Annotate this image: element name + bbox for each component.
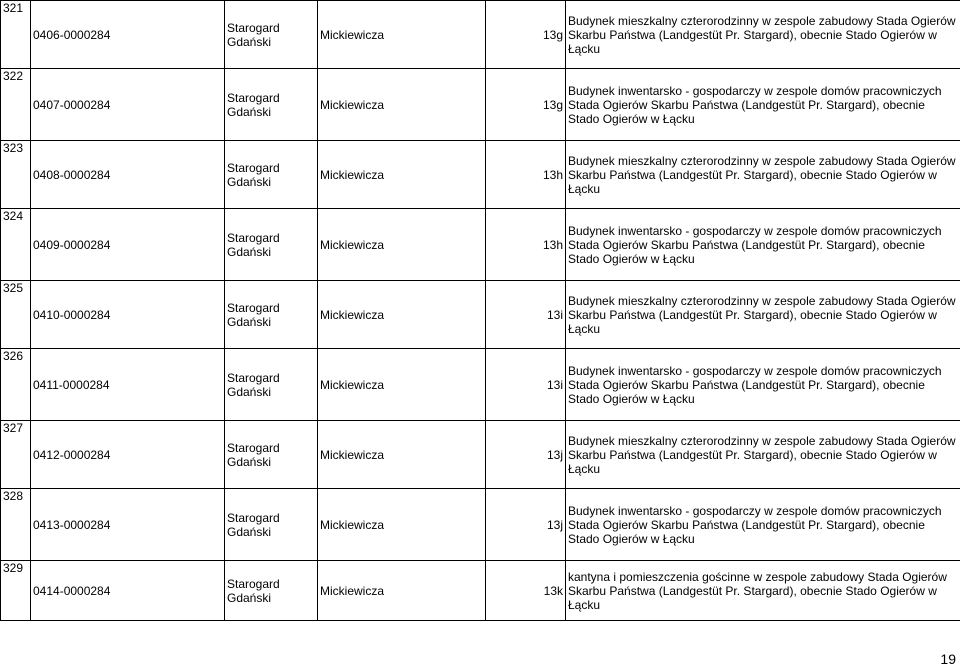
street-cell: Mickiewicza <box>318 349 486 421</box>
table-row <box>1 561 960 621</box>
city-cell: Starogard Gdański <box>225 349 318 421</box>
house-number-cell: 13h <box>486 209 566 281</box>
table-row <box>1 209 960 281</box>
street-cell: Mickiewicza <box>318 281 486 349</box>
house-number-cell: 13i <box>486 281 566 349</box>
register-id: 0406-0000284 <box>31 1 225 69</box>
register-id: 0412-0000284 <box>31 421 225 489</box>
description-cell: Budynek inwentarsko - gospodarczy w zespole domów pracowniczych Stada Ogierów Skarbu Państwa (Landgestüt Pr. Stargard), obecnie Stado Ogierów w Łącku <box>566 349 960 421</box>
register-id: 0409-0000284 <box>31 209 225 281</box>
city-cell: Starogard Gdański <box>225 1 318 69</box>
street-cell: Mickiewicza <box>318 1 486 69</box>
description-cell: Budynek inwentarsko - gospodarczy w zespole domów pracowniczych Stada Ogierów Skarbu Państwa (Landgestüt Pr. Stargard), obecnie Stado Ogierów w Łącku <box>566 209 960 281</box>
description-cell: Budynek inwentarsko - gospodarczy w zespole domów pracowniczych Stada Ogierów Skarbu Państwa (Landgestüt Pr. Stargard), obecnie Stado Ogierów w Łącku <box>566 489 960 561</box>
city-cell: Starogard Gdański <box>225 69 318 141</box>
register-id: 0413-0000284 <box>31 489 225 561</box>
description-cell: Budynek inwentarsko - gospodarczy w zespole domów pracowniczych Stada Ogierów Skarbu Państwa (Landgestüt Pr. Stargard), obecnie Stado Ogierów w Łącku <box>566 69 960 141</box>
city-cell: Starogard Gdański <box>225 141 318 209</box>
street-cell: Mickiewicza <box>318 561 486 621</box>
city-cell: Starogard Gdański <box>225 561 318 621</box>
description-cell: Budynek mieszkalny czterorodzinny w zespole zabudowy Stada Ogierów Skarbu Państwa (Landgestüt Pr. Stargard), obecnie Stado Ogierów w Łącku <box>566 421 960 489</box>
house-number-cell: 13h <box>486 141 566 209</box>
description-cell: Budynek mieszkalny czterorodzinny w zespole zabudowy Stada Ogierów Skarbu Państwa (Landgestüt Pr. Stargard), obecnie Stado Ogierów w Łącku <box>566 281 960 349</box>
city-cell: Starogard Gdański <box>225 281 318 349</box>
row-number: 326 <box>1 349 31 421</box>
row-number: 327 <box>1 421 31 489</box>
street-cell: Mickiewicza <box>318 209 486 281</box>
house-number-cell: 13g <box>486 1 566 69</box>
table-row <box>1 349 960 421</box>
street-cell: Mickiewicza <box>318 141 486 209</box>
house-number-cell: 13j <box>486 421 566 489</box>
row-number: 321 <box>1 1 31 69</box>
street-cell: Mickiewicza <box>318 421 486 489</box>
table-row <box>1 1 960 69</box>
table-row <box>1 281 960 349</box>
register-id: 0410-0000284 <box>31 281 225 349</box>
row-number: 328 <box>1 489 31 561</box>
house-number-cell: 13k <box>486 561 566 621</box>
register-id: 0408-0000284 <box>31 141 225 209</box>
table-body <box>1 1 960 621</box>
description-cell: kantyna i pomieszczenia gościnne w zespole zabudowy Stada Ogierów Skarbu Państwa (Landgestüt Pr. Stargard), obecnie Stado Ogierów w Łącku <box>566 561 960 621</box>
register-id: 0411-0000284 <box>31 349 225 421</box>
city-cell: Starogard Gdański <box>225 489 318 561</box>
street-cell: Mickiewicza <box>318 489 486 561</box>
table-row <box>1 421 960 489</box>
page-number: 19 <box>940 651 956 667</box>
register-id: 0414-0000284 <box>31 561 225 621</box>
description-cell: Budynek mieszkalny czterorodzinny w zespole zabudowy Stada Ogierów Skarbu Państwa (Landgestüt Pr. Stargard), obecnie Stado Ogierów w Łącku <box>566 141 960 209</box>
row-number: 324 <box>1 209 31 281</box>
table-row <box>1 141 960 209</box>
city-cell: Starogard Gdański <box>225 209 318 281</box>
house-number-cell: 13i <box>486 349 566 421</box>
row-number: 329 <box>1 561 31 621</box>
table-row <box>1 69 960 141</box>
street-cell: Mickiewicza <box>318 69 486 141</box>
house-number-cell: 13j <box>486 489 566 561</box>
row-number: 325 <box>1 281 31 349</box>
row-number: 323 <box>1 141 31 209</box>
table-row <box>1 489 960 561</box>
city-cell: Starogard Gdański <box>225 421 318 489</box>
description-cell: Budynek mieszkalny czterorodzinny w zespole zabudowy Stada Ogierów Skarbu Państwa (Landgestüt Pr. Stargard), obecnie Stado Ogierów w Łącku <box>566 1 960 69</box>
register-id: 0407-0000284 <box>31 69 225 141</box>
row-number: 322 <box>1 69 31 141</box>
house-number-cell: 13g <box>486 69 566 141</box>
